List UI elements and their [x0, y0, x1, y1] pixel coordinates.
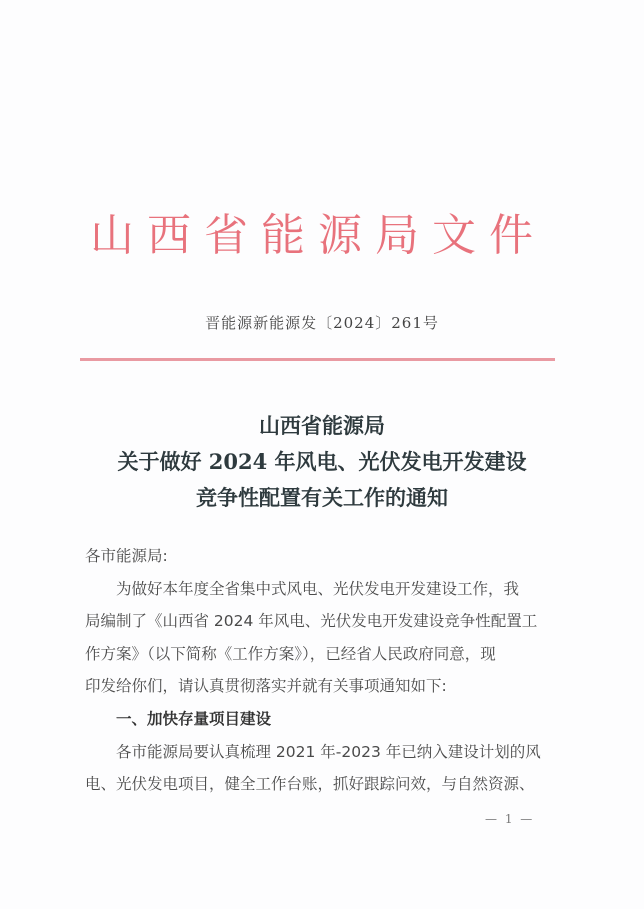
paragraph-intro — [85, 573, 545, 606]
paragraph-section1-cont — [85, 768, 545, 801]
paragraph-line: 各市能源局要认真梳理 2021 年-2023 年已纳入建设计划的风 — [116, 742, 541, 761]
section-heading-1: 一、加快存量项目建设 — [116, 709, 272, 728]
salutation: 各市能源局: — [85, 547, 168, 565]
title-line-subject-cont: 竞争性配置有关工作的通知 — [196, 485, 448, 510]
document-title — [0, 408, 644, 516]
paragraph-line: 为做好本年度全省集中式风电、光伏发电开发建设工作，我 — [116, 579, 520, 598]
paragraph-line: 作方案》（以下简称《工作方案》），已经省人民政府同意，现 — [85, 644, 496, 663]
red-divider-line — [80, 358, 555, 361]
paragraph-intro-cont — [85, 605, 545, 703]
title-line-subject: 关于做好 2024 年风电、光伏发电开发建设 — [117, 449, 527, 474]
paragraph-section1 — [85, 736, 545, 769]
paragraph-line: 电、光伏发电项目，健全工作台账，抓好跟踪问效，与自然资源、 — [85, 775, 535, 794]
document-body — [85, 540, 545, 801]
paragraph-line: 印发给你们，请认真贯彻落实并就有关事项通知如下: — [85, 677, 447, 696]
title-line-issuer: 山西省能源局 — [259, 413, 385, 438]
document-number: 晋能源新能源发〔2024〕261号 — [205, 314, 439, 332]
masthead-red-header: 山西省能源局文件 — [90, 210, 546, 261]
page-number: — 1 — — [485, 812, 535, 826]
paragraph-line: 局编制了《山西省 2024 年风电、光伏发电开发建设竞争性配置工 — [85, 612, 538, 631]
